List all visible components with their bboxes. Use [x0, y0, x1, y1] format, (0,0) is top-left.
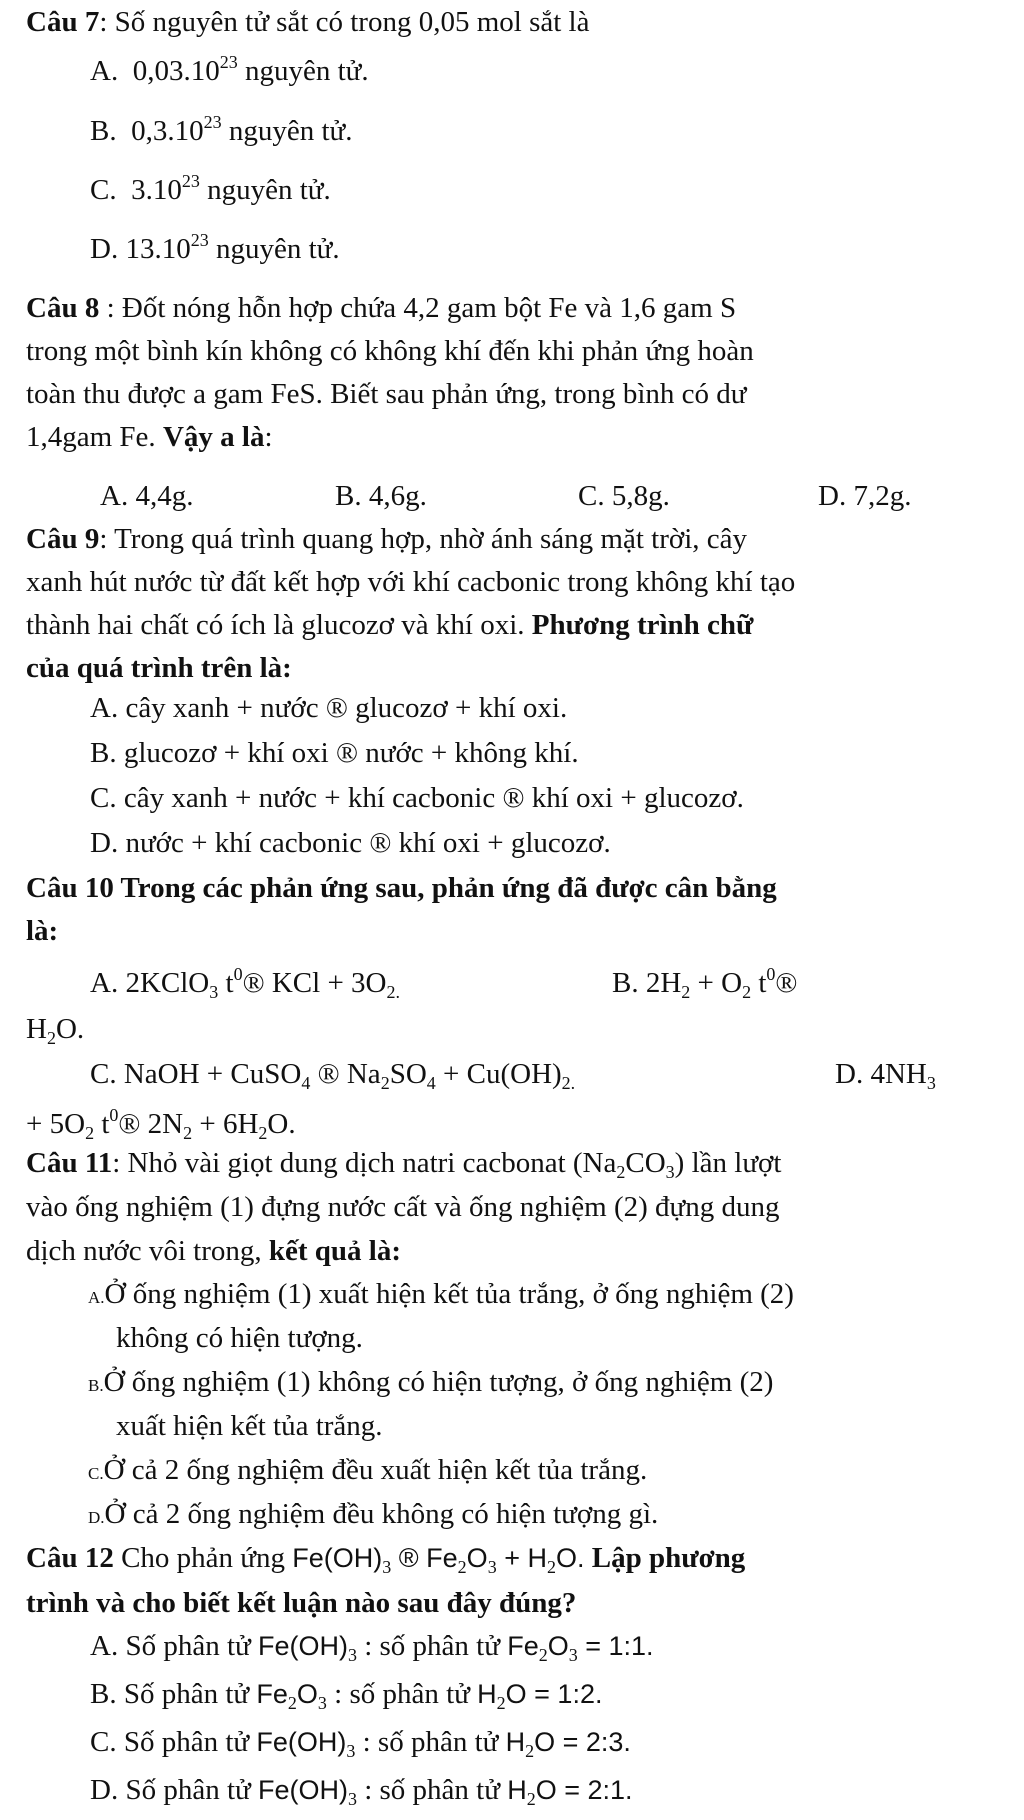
formula: ® Na [310, 1058, 381, 1090]
formula: Fe [256, 1679, 288, 1709]
subscript: 3 [347, 1789, 357, 1809]
question-11-stem-line-3 [26, 1233, 1006, 1271]
question-10-option-b [612, 963, 797, 1004]
option-letter: B. [612, 967, 639, 999]
subscript: 3 [346, 1741, 356, 1761]
option-letter: A. [90, 55, 119, 87]
formula: Fe [507, 1631, 539, 1661]
formula: H [26, 1013, 47, 1045]
option-unit: nguyên tử. [228, 115, 353, 147]
question-11-option-c [88, 1452, 647, 1490]
question-8-option-b: B. 4,6g. [335, 480, 427, 512]
formula: O [466, 1543, 488, 1573]
formula: O. [267, 1108, 296, 1140]
option-letter: D. [88, 1508, 105, 1527]
question-10-option-b-continued [26, 1011, 84, 1050]
formula: = 1:1. [577, 1631, 654, 1661]
option-text: Ở cả 2 ống nghiệm đều không có hiện tượng gì. [104, 1498, 659, 1530]
formula: CO [625, 1147, 666, 1179]
question-8-text: : Đốt nóng hỗn hợp chứa 4,2 gam bột Fe và 1,6 gam S [99, 292, 737, 324]
formula: 2KClO [125, 967, 210, 999]
formula: O [547, 1631, 569, 1661]
question-8-stem-line-2: trong một bình kín không có không khí đến khi phản ứng hoàn [26, 335, 754, 367]
formula: t [94, 1108, 110, 1140]
question-11-stem-line-1 [26, 1145, 1006, 1184]
question-9-stem-line-1 [26, 521, 1006, 559]
question-12-option-d [90, 1772, 633, 1811]
formula: O = 2:1. [535, 1775, 633, 1805]
question-8-label: Câu 8 [26, 292, 100, 324]
question-8-option-c: C. 5,8g. [578, 480, 670, 512]
option-text: A. Số phân tử [90, 1630, 258, 1662]
subscript: 3 [382, 1557, 392, 1577]
subscript: 2 [546, 1557, 556, 1577]
formula: NaOH + CuSO [123, 1058, 302, 1090]
subscript: 3 [209, 982, 219, 1002]
option-text: C. Số phân tử [90, 1726, 257, 1758]
question-12-option-b [90, 1676, 602, 1715]
option-letter: C. [90, 174, 117, 206]
option-letter: B. [90, 115, 117, 147]
question-8-option-d: D. 7,2g. [818, 480, 912, 512]
question-9-label: Câu 9 [26, 523, 100, 555]
formula: ® [775, 967, 798, 999]
question-12-stem-line-2: trình và cho biết kết luận nào sau đây đúng? [26, 1587, 577, 1619]
question-11-option-a [88, 1276, 794, 1314]
subscript: 2. [386, 982, 400, 1002]
question-10-option-d [835, 1056, 936, 1095]
question-11-stem-line-2: vào ống nghiệm (1) đựng nước cất và ống nghiệm (2) đựng dung [26, 1191, 780, 1223]
question-11-text: : Nhỏ vài giọt dung dịch natri cacbonat (Na [112, 1147, 617, 1179]
subscript: 2 [496, 1693, 506, 1713]
question-10-option-d-continued [26, 1104, 296, 1145]
formula: H [505, 1727, 526, 1757]
question-8-text: 1,4gam Fe. [26, 421, 163, 453]
formula: O. [555, 1543, 585, 1573]
formula: O = 1:2. [505, 1679, 603, 1709]
question-10-option-c [90, 1056, 575, 1095]
subscript: 4 [426, 1073, 436, 1093]
option-mantissa: 3.10 [131, 174, 182, 206]
question-9-stem-line-3 [26, 607, 1006, 645]
option-letter: C. [88, 1464, 104, 1483]
question-7-option-d [90, 229, 340, 269]
superscript: 0 [109, 1105, 119, 1125]
option-letter: D. [90, 233, 119, 265]
question-8-stem-line-1 [26, 290, 1006, 328]
formula: O [296, 1679, 318, 1709]
subscript: 3 [347, 1645, 357, 1665]
formula: SO [389, 1058, 427, 1090]
superscript: 0 [233, 964, 243, 984]
formula: t [751, 967, 767, 999]
formula: + O [690, 967, 743, 999]
option-text: : số phân tử [356, 1774, 508, 1806]
question-11-text: dịch nước vôi trong, [26, 1235, 269, 1267]
option-text: Ở ống nghiệm (1) không có hiện tượng, ở ống nghiệm (2) [103, 1366, 774, 1398]
question-7-stem [26, 4, 1006, 42]
question-8-stem-line-4 [26, 419, 1006, 457]
subscript: 2 [525, 1741, 535, 1761]
option-text: B. Số phân tử [90, 1678, 257, 1710]
formula: Fe(OH) [256, 1727, 347, 1757]
formula: H [477, 1679, 497, 1709]
option-letter: D. [835, 1058, 864, 1090]
formula: Fe(OH) [257, 1631, 348, 1661]
formula: O = 2:3. [534, 1727, 631, 1757]
question-12-option-a [90, 1628, 654, 1667]
option-text: : số phân tử [326, 1678, 478, 1710]
option-text: D. Số phân tử [90, 1774, 258, 1806]
question-11-option-b [88, 1364, 773, 1402]
subscript: 3 [317, 1693, 327, 1713]
question-11-option-b-continued: xuất hiện kết tủa trắng. [116, 1410, 383, 1442]
formula: 4NH [870, 1058, 927, 1090]
subscript: 3 [568, 1645, 578, 1665]
option-text: Ở cả 2 ống nghiệm đều xuất hiện kết tủa trắng. [103, 1454, 648, 1486]
question-12-stem-line-1 [26, 1540, 1006, 1579]
question-11-label: Câu 11 [26, 1147, 113, 1179]
option-mantissa: 0,3.10 [131, 115, 204, 147]
option-unit: nguyên tử. [207, 174, 331, 206]
subscript: 4 [301, 1073, 311, 1093]
formula: + H [496, 1543, 547, 1573]
question-11-option-a-continued: không có hiện tượng. [116, 1322, 363, 1354]
subscript: 2 [85, 1123, 95, 1143]
subscript: 2 [681, 982, 691, 1002]
subscript: 2 [46, 1028, 56, 1048]
option-unit: nguyên tử. [244, 55, 369, 87]
question-9-option-b: B. glucozơ + khí oxi ® nước + không khí. [90, 737, 579, 769]
subscript: 2 [380, 1073, 390, 1093]
question-7-label: Câu 7 [26, 6, 100, 38]
question-12-label: Câu 12 [26, 1542, 114, 1574]
subscript: 2 [742, 982, 752, 1002]
formula: t [218, 967, 234, 999]
question-9-stem-line-4: của quá trình trên là: [26, 652, 292, 684]
option-exponent: 23 [219, 52, 238, 72]
formula: H [507, 1775, 527, 1805]
formula: ® Fe [391, 1543, 458, 1573]
question-8-stem-line-3: toàn thu được a gam FeS. Biết sau phản ứng, trong bình có dư [26, 378, 747, 410]
question-10-option-a [90, 963, 400, 1004]
question-11-option-d [88, 1496, 658, 1534]
question-9-text: thành hai chất có ích là glucozơ và khí oxi. [26, 609, 532, 641]
question-9-option-c: C. cây xanh + nước + khí cacbonic ® khí oxi + glucozơ. [90, 782, 744, 814]
question-11-prompt: kết quả là: [268, 1235, 402, 1267]
question-7-option-b [90, 111, 353, 151]
option-letter: B. [88, 1376, 104, 1395]
question-9-text: : Trong quá trình quang hợp, nhờ ánh sáng mặt trời, cây [99, 523, 748, 555]
formula: O. [55, 1013, 85, 1045]
subscript: 2 [526, 1789, 536, 1809]
formula: + 6H [192, 1108, 259, 1140]
formula: Fe(OH) [292, 1543, 383, 1573]
formula: ® KCl + 3O [242, 967, 387, 999]
option-unit: nguyên tử. [215, 233, 340, 265]
question-7-option-a [90, 51, 369, 91]
subscript: 2 [258, 1123, 268, 1143]
question-12-text: Cho phản ứng [113, 1542, 293, 1574]
option-exponent: 23 [181, 171, 200, 191]
formula: Fe(OH) [257, 1775, 348, 1805]
question-11-text: ) lần lượt [674, 1147, 782, 1179]
option-letter: A. [88, 1288, 105, 1307]
option-text: : số phân tử [355, 1726, 506, 1758]
superscript: 0 [766, 964, 776, 984]
subscript: 2. [561, 1073, 576, 1093]
question-12-prompt: Lập phương [584, 1542, 746, 1574]
subscript: 2 [616, 1162, 626, 1182]
subscript: 2 [457, 1557, 467, 1577]
option-text: Ở ống nghiệm (1) xuất hiện kết tủa trắng, ở ống nghiệm (2) [104, 1278, 794, 1310]
question-10-stem-line-1: Câu 10 Trong các phản ứng sau, phản ứng đã được cân bằng [26, 872, 777, 904]
formula: 2H [645, 967, 682, 999]
subscript: 3 [926, 1073, 936, 1093]
subscript: 2 [183, 1123, 193, 1143]
formula: ® 2N [118, 1108, 184, 1140]
option-mantissa: 0,03.10 [132, 55, 220, 87]
option-letter: A. [90, 967, 119, 999]
option-text: : số phân tử [356, 1630, 508, 1662]
subscript: 2 [538, 1645, 548, 1665]
option-letter: C. [90, 1058, 117, 1090]
option-exponent: 23 [203, 112, 222, 132]
question-7-option-c [90, 170, 331, 210]
question-8-prompt: Vậy a là [162, 421, 265, 453]
question-8-colon: : [264, 421, 273, 453]
question-9-option-d: D. nước + khí cacbonic ® khí oxi + glucozơ. [90, 827, 611, 859]
formula: + Cu(OH) [435, 1058, 562, 1090]
question-7-text: : Số nguyên tử sắt có trong 0,05 mol sắt là [99, 6, 590, 38]
question-9-prompt: Phương trình chữ [531, 609, 754, 641]
question-10-stem-line-2: là: [26, 915, 59, 947]
subscript: 3 [665, 1162, 675, 1182]
question-8-option-a: A. 4,4g. [100, 480, 194, 512]
subscript: 2 [287, 1693, 297, 1713]
question-9-stem-line-2: xanh hút nước từ đất kết hợp với khí cacbonic trong không khí tạo [26, 566, 796, 598]
option-mantissa: 13.10 [125, 233, 191, 265]
subscript: 3 [487, 1557, 497, 1577]
option-exponent: 23 [190, 230, 209, 250]
question-12-option-c [90, 1724, 631, 1763]
question-9-option-a: A. cây xanh + nước ® glucozơ + khí oxi. [90, 692, 568, 724]
formula: + 5O [26, 1108, 86, 1140]
